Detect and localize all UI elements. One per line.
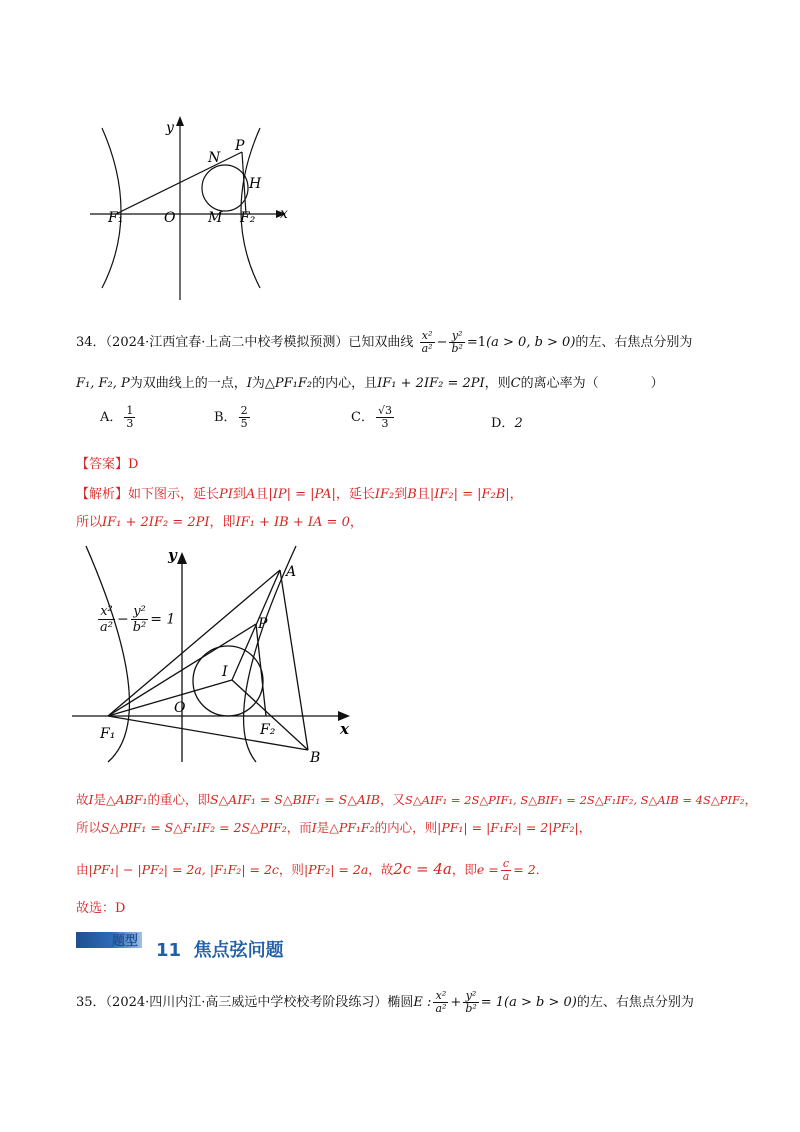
figure-hyperbola-1: [80, 110, 310, 310]
figure2-equation: [96, 604, 175, 635]
analysis-l2-eq: IF₁ + 2IF₂ = 2PI: [102, 515, 210, 530]
q35-y-den: b²: [465, 1002, 477, 1015]
analysis-l2-a: 所以: [76, 515, 103, 530]
sol-s3-e-pre: e =: [476, 862, 499, 877]
sol-s3-f: ．: [535, 862, 549, 877]
sol-s1-a: 故: [76, 792, 89, 807]
answer-label: 【答案】: [76, 457, 129, 472]
q34-source: （2024·江西宜春·上高二中校考模拟预测）: [105, 335, 349, 350]
q35-x-den: a²: [435, 1002, 447, 1015]
hyperbola-left-branch: [102, 128, 124, 288]
sol-s1-I: I: [88, 792, 94, 807]
q34-frac-x: [420, 330, 435, 355]
analysis-eq1: |IP| = |PA|: [268, 487, 336, 502]
sol-s1-e: ，: [744, 792, 758, 807]
analysis-l1-f: 且: [416, 487, 430, 502]
q34-y-num: y²: [449, 330, 464, 343]
option-c-den: 3: [381, 417, 389, 430]
q34-number: 34．: [76, 335, 106, 350]
option-b-label: B．: [214, 410, 237, 425]
q34-l2-b: 为双曲线上的一点，: [129, 376, 247, 391]
option-a-num: 1: [126, 404, 134, 417]
label-F2: F₂: [260, 722, 276, 738]
y-axis-arrow: [177, 552, 187, 564]
sol-s3-d: ，即: [451, 862, 477, 877]
sol-s3-eq2: |PF₂| = 2a: [303, 862, 369, 877]
option-a: [100, 405, 137, 430]
label-N: N: [208, 150, 221, 166]
q35-source: （2024·四川内江·高三威远中学校校考阶段练习）: [105, 995, 388, 1010]
analysis-B: B: [407, 487, 417, 502]
analysis-l1-c: 且: [255, 487, 269, 502]
q35-plus: +: [450, 995, 462, 1010]
q34-line1: [76, 330, 692, 354]
analysis-l1-e: 到: [394, 487, 408, 502]
section-number: 11: [156, 940, 182, 961]
q34-l2-c: 为: [251, 376, 265, 391]
sol-s3-e-post: = 2: [513, 862, 536, 877]
label-x: x: [280, 206, 288, 222]
segment-P-F2: [242, 152, 246, 214]
q34-x-den: a²: [421, 342, 433, 355]
sol-s2-c: 是: [316, 820, 330, 835]
q34-x-num: x²: [420, 330, 435, 343]
q35-frac-x: [433, 990, 448, 1015]
section-title: [156, 936, 284, 962]
q34-l2-f: 的离心率为（ ）: [520, 376, 664, 391]
analysis-l2-b: ，即: [209, 515, 236, 530]
label-P: P: [235, 138, 245, 154]
segment-P-F2: [256, 624, 266, 716]
q34-frac-y: [449, 330, 464, 355]
solution-line2: [76, 819, 591, 837]
fig2-minus: −: [116, 611, 129, 628]
option-b: [214, 405, 252, 430]
section-title-text: 焦点弦问题: [193, 940, 284, 961]
analysis-line1: [76, 486, 523, 504]
label-y: y: [168, 546, 177, 564]
sol-s2-I: I: [311, 820, 317, 835]
option-c-label: C．: [351, 410, 374, 425]
q35-number: 35．: [76, 995, 106, 1010]
q34-l2-d: 的内心，且: [312, 376, 378, 391]
label-B: B: [310, 750, 321, 765]
label-M: M: [208, 210, 223, 226]
sol-s1-c: 的重心，即: [147, 792, 211, 807]
sol-s2-eq: S△PIF₁ = S△F₁IF₂ = 2S△PIF₂: [101, 820, 287, 835]
q34-stem-b: 的左、右焦点分别为: [575, 335, 693, 350]
option-a-den: 3: [126, 417, 134, 430]
analysis-l2-c: ，: [349, 515, 363, 530]
fig2-x-den: a²: [100, 620, 113, 635]
segment-I-F1: [108, 680, 232, 716]
sol-s1-tri: ABF₁: [115, 792, 148, 807]
label-O: O: [174, 700, 186, 716]
sol-s3-b: ，则: [278, 862, 304, 877]
option-b-frac: [239, 405, 250, 430]
segment-F1-B: [108, 716, 308, 750]
analysis-label: 【解析】: [76, 487, 129, 502]
q35-line1: [76, 990, 694, 1016]
q34-vector-eq: IF₁ + 2IF₂ = 2PI: [377, 376, 485, 391]
q34-stem-a: 已知双曲线: [348, 335, 414, 350]
option-b-num: 2: [240, 404, 248, 417]
option-d-label: D．: [491, 416, 515, 431]
sol-s3-num: c: [501, 858, 512, 871]
sol-choice-text: 故选：D: [76, 901, 126, 916]
option-b-den: 5: [240, 417, 248, 430]
option-c-frac: [376, 405, 394, 430]
analysis-l1-a: 如下图示，延长: [128, 487, 220, 502]
solution-choice: [76, 900, 125, 918]
label-O: O: [164, 210, 176, 226]
analysis-l1-d: ，延长: [335, 487, 375, 502]
option-c: [351, 405, 396, 430]
q34-tri: △PF₁F₂: [264, 376, 313, 391]
sol-s3-eq1: |PF₁| − |PF₂| = 2a, |F₁F₂| = 2c: [88, 862, 279, 877]
sol-s2-d: 的内心，则: [374, 820, 438, 835]
sol-s1-b: 是△: [93, 792, 116, 807]
option-d-value: 2: [514, 416, 523, 431]
q35-stem-b: 的左、右焦点分别为: [576, 995, 694, 1010]
q34-condition: (a > 0, b > 0): [486, 335, 576, 350]
q34-foci: F₁, F₂, P: [76, 376, 130, 391]
section-tag: 题型: [112, 934, 139, 949]
q34-C: C: [510, 376, 521, 391]
q35-frac-y: [463, 990, 478, 1015]
sol-s3-den: a: [502, 870, 510, 883]
segment-A-B: [280, 570, 308, 750]
fig2-frac-x: [98, 604, 115, 635]
sol-s2-tri: △PF₁F₂: [329, 820, 375, 835]
analysis-l1-b: 到: [232, 487, 246, 502]
analysis-PI: PI: [219, 487, 233, 502]
sol-s1-d: ，又: [380, 792, 406, 807]
answer-line: [76, 456, 138, 474]
y-axis-arrow: [176, 116, 184, 126]
sol-s2-e: ，: [578, 820, 592, 835]
label-P: P: [258, 616, 268, 632]
solution-line3: [76, 854, 548, 884]
q34-minus: −: [436, 335, 448, 350]
analysis-line2: [76, 514, 363, 532]
label-x: x: [340, 720, 349, 738]
option-a-label: A．: [100, 410, 123, 425]
label-A: A: [286, 564, 297, 580]
label-F1: F₁: [100, 726, 116, 742]
analysis-l2-eq2: IF₁ + IB + IA = 0: [235, 515, 350, 530]
label-I: I: [222, 664, 228, 680]
sol-s3-frac: [501, 858, 512, 883]
fig2-y-num: y²: [131, 604, 149, 620]
q35-stem-a: 椭圆: [387, 995, 414, 1010]
analysis-eq2: |IF₂| = |F₂B|: [429, 487, 510, 502]
q35-rhs: = 1(a > b > 0): [480, 995, 577, 1010]
analysis-l1-g: ，: [509, 487, 523, 502]
sol-s3-c: ，故: [368, 862, 394, 877]
sol-s3-eq3: 2c = 4a: [393, 860, 452, 878]
analysis-A: A: [245, 487, 256, 502]
option-a-frac: [124, 405, 135, 430]
option-d: [491, 412, 523, 431]
sol-s3-a: 由: [76, 862, 89, 877]
solution-line1: [76, 791, 757, 809]
segment-F1-P: [116, 152, 242, 214]
q35-y-num: y²: [463, 990, 478, 1003]
sol-s2-b: ，而: [286, 820, 312, 835]
q35-E: E :: [413, 995, 432, 1010]
segment-I-A: [232, 570, 280, 680]
segment-F1-A: [108, 570, 280, 716]
incircle: [202, 165, 248, 211]
q34-y-den: b²: [451, 342, 463, 355]
q34-l2-e: ，则: [484, 376, 511, 391]
fig2-x-num: x²: [98, 604, 115, 620]
fig2-rhs: = 1: [150, 611, 176, 628]
q34-line2: [76, 375, 664, 393]
figure-hyperbola-2: [70, 540, 360, 765]
q34-I: I: [246, 376, 252, 391]
answer-value: D: [128, 457, 139, 472]
fig2-frac-y: [131, 604, 149, 635]
sol-s1-eq2: S△AIF₁ = 2S△PIF₁, S△BIF₁ = 2S△F₁IF₂, S△AIB = 4S△PIF₂: [405, 793, 745, 807]
sol-s2-a: 所以: [76, 820, 102, 835]
label-y: y: [166, 120, 174, 136]
fig2-y-den: b²: [132, 620, 147, 635]
q34-rhs: =1: [466, 335, 487, 350]
analysis-IF2: IF₂: [374, 487, 395, 502]
option-c-num: √3: [377, 404, 392, 417]
label-F2: F₂: [240, 210, 256, 226]
q35-x-num: x²: [433, 990, 448, 1003]
sol-s1-eq1: S△AIF₁ = S△BIF₁ = S△AIB: [210, 792, 380, 807]
label-H: H: [249, 176, 262, 192]
sol-s2-eq2: |PF₁| = |F₁F₂| = 2|PF₂|: [437, 820, 579, 835]
label-F1: F₁: [108, 210, 124, 226]
